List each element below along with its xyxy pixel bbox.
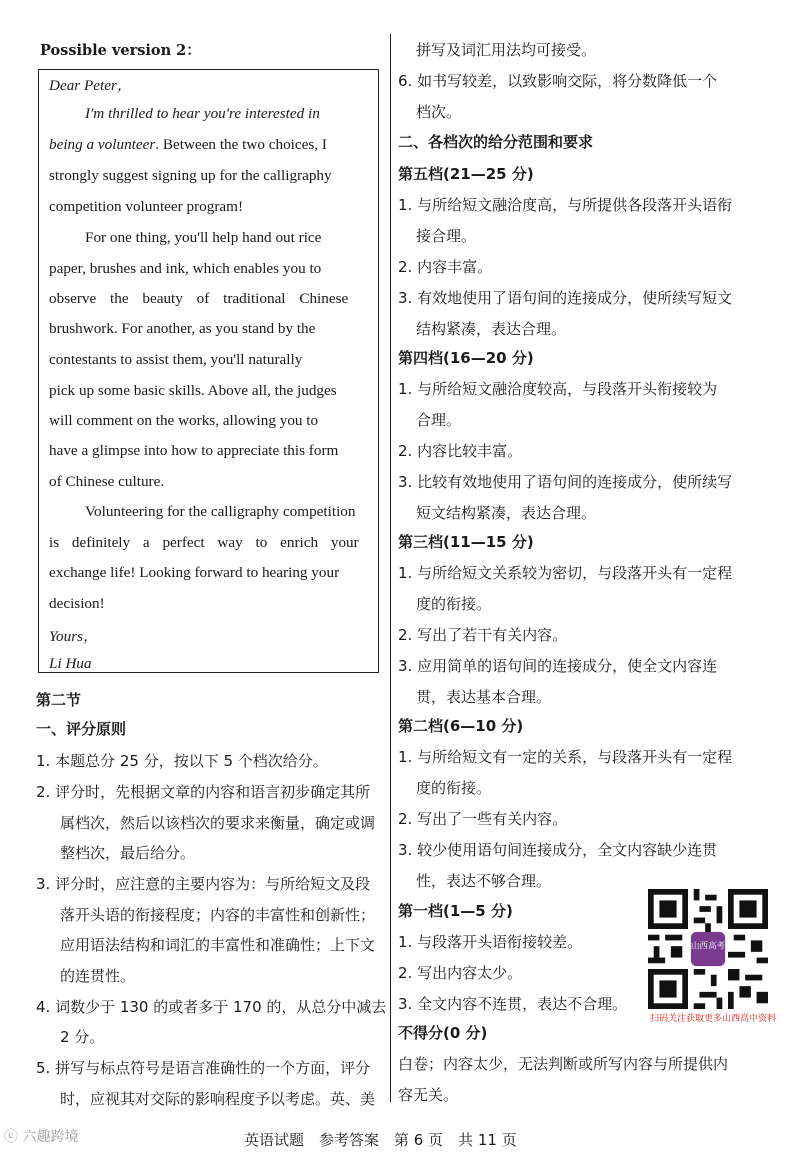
tier-2-heading: 第二档(6—10 分) (398, 717, 524, 735)
column-divider (390, 34, 391, 1102)
criteria-line: 档次。 (416, 103, 462, 121)
letter-line (49, 136, 327, 154)
tier-3-heading: 第三档(11—15 分) (398, 533, 534, 551)
watermark (4, 1126, 78, 1146)
principles-title: 一、评分原则 (36, 720, 127, 738)
criteria-line: 3. 比较有效地使用了语句间的连接成分，使所续写 (398, 473, 733, 491)
principle-line: 1. 本题总分 25 分，按以下 5 个档次给分。 (36, 752, 328, 770)
criteria-line: 短文结构紧凑，表达合理。 (416, 504, 597, 522)
principle-line: 的连贯性。 (60, 967, 136, 985)
letter-line: brushwork. For another, as you stand by the (49, 320, 316, 337)
letter-box (38, 69, 379, 673)
letter-line: will comment on the works, allowing you to (49, 412, 319, 429)
criteria-line: 3. 较少使用语句间连接成分，全文内容缺少连贯 (398, 841, 718, 859)
letter-line: observe the beauty of traditional Chinese (49, 290, 349, 307)
principle-line: 4. 词数少于 130 的或者多于 170 的，从总分中减去 (36, 998, 387, 1016)
qr-caption: 扫码关注获取更多山西高中资料 (650, 1014, 777, 1024)
letter-line: strongly suggest signing up for the calligraphy (49, 167, 332, 184)
principle-line: 落开头语的衔接程度；内容的丰富性和创新性； (60, 906, 376, 924)
criteria-line: 白卷；内容太少，无法判断或所写内容与所提供内 (398, 1055, 729, 1073)
principle-line: 2. 评分时，先根据文章的内容和语言初步确定其所 (36, 783, 371, 801)
criteria-line: 度的衔接。 (416, 595, 492, 613)
principle-line: 5. 拼写与标点符号是语言准确性的一个方面，评分 (36, 1059, 371, 1077)
letter-line: is definitely a perfect way to enrich your (49, 534, 359, 551)
principle-line: 整档次，最后给分。 (60, 844, 196, 862)
principle-line: 应用语法结构和词汇的丰富性和准确性；上下文 (60, 936, 376, 954)
criteria-line: 接合理。 (416, 227, 477, 245)
watermark-logo-icon: ⓒ (4, 1129, 18, 1145)
criteria-line: 1. 与段落开头语衔接较差。 (398, 933, 583, 951)
criteria-line: 结构紧凑，表达合理。 (416, 320, 567, 338)
principle-line: 2 分。 (60, 1028, 105, 1046)
letter-line: Volunteering for the calligraphy competition (85, 503, 356, 520)
letter-line: paper, brushes and ink, which enables you to (49, 260, 322, 277)
criteria-line: 2. 写出内容太少。 (398, 964, 523, 982)
letter-line: For one thing, you'll help hand out rice (85, 229, 322, 246)
letter-closing: Yours， (49, 628, 99, 645)
version-title: Possible version 2： (40, 42, 201, 59)
letter-line: have a glimpse into how to appreciate this form (49, 442, 339, 459)
criteria-line: 1. 与所给短文融洽度较高，与段落开头衔接较为 (398, 380, 718, 398)
criteria-line: 3. 有效地使用了语句间的连接成分，使所续写短文 (398, 289, 733, 307)
watermark-text: 六趣跨境 (22, 1129, 79, 1145)
letter-line: of Chinese culture. (49, 473, 165, 490)
criteria-line: 性，表达不够合理。 (416, 872, 552, 890)
principle-line: 3. 评分时，应注意的主要内容为：与所给短文及段 (36, 875, 371, 893)
criteria-line: 度的衔接。 (416, 779, 492, 797)
criteria-line: 合理。 (416, 411, 462, 429)
letter-line-italic: being a volunteer (49, 136, 156, 153)
criteria-line: 贯，表达基本合理。 (416, 688, 552, 706)
letter-line-rest: . Between the two choices, I (155, 136, 327, 153)
qr-code-icon (648, 889, 768, 1009)
letter-signature: Li Hua (49, 655, 92, 672)
criteria-line: 1. 与所给短文融洽度高，与所提供各段落开头语衔 (398, 196, 733, 214)
criteria-line: 3. 全文内容不连贯，表达不合理。 (398, 995, 628, 1013)
qr-code[interactable] (648, 889, 768, 1009)
qr-badge-text: 山西高考 (690, 941, 726, 952)
criteria-heading: 二、各档次的给分范围和要求 (398, 133, 594, 151)
page-footer: 英语试题 参考答案 第 6 页 共 11 页 (244, 1131, 517, 1149)
criteria-line: 6. 如书写较差，以致影响交际，将分数降低一个 (398, 72, 718, 90)
criteria-line: 1. 与所给短文关系较为密切，与段落开头有一定程 (398, 564, 733, 582)
criteria-line: 拼写及词汇用法均可接受。 (416, 41, 597, 59)
criteria-line: 2. 内容丰富。 (398, 258, 493, 276)
letter-line: competition volunteer program! (49, 198, 244, 215)
tier-5-heading: 第五档(21—25 分) (398, 165, 534, 183)
section-title: 第二节 (36, 691, 82, 709)
criteria-line: 2. 写出了一些有关内容。 (398, 810, 568, 828)
criteria-line: 1. 与所给短文有一定的关系，与段落开头有一定程 (398, 748, 733, 766)
letter-line: contestants to assist them, you'll naturally (49, 351, 303, 368)
criteria-line: 3. 应用简单的语句间的连接成分，使全文内容连 (398, 657, 718, 675)
letter-line: exchange life! Looking forward to hearing your (49, 564, 340, 581)
letter-line: I'm thrilled to hear you're interested in (85, 105, 320, 122)
letter-line: decision! (49, 595, 105, 612)
criteria-line: 容无关。 (398, 1086, 459, 1104)
letter-salutation: Dear Peter， (49, 77, 133, 94)
tier-0-heading: 不得分(0 分) (398, 1024, 488, 1042)
criteria-line: 2. 写出了若干有关内容。 (398, 626, 568, 644)
tier-4-heading: 第四档(16—20 分) (398, 349, 534, 367)
principle-line: 属档次，然后以该档次的要求来衡量，确定或调 (60, 814, 376, 832)
letter-line: pick up some basic skills. Above all, the judges (49, 382, 337, 399)
tier-1-heading: 第一档(1—5 分) (398, 902, 513, 920)
principle-line: 时，应视其对交际的影响程度予以考虑。英、美 (60, 1090, 376, 1108)
criteria-line: 2. 内容比较丰富。 (398, 442, 523, 460)
